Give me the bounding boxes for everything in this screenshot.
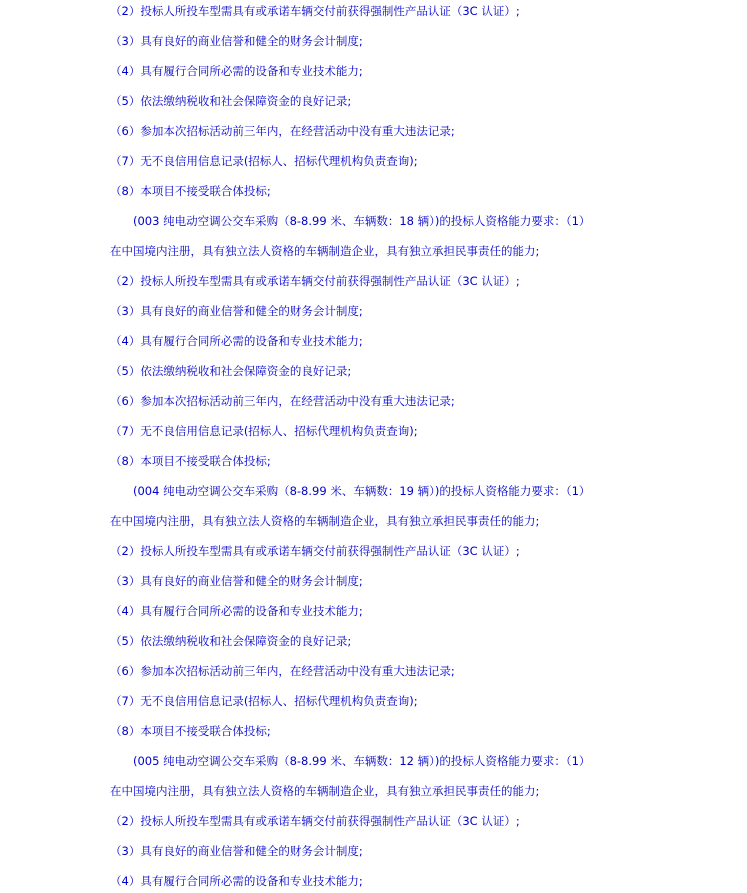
- text-line: （2）投标人所投车型需具有或承诺车辆交付前获得强制性产品认证（3C 认证）;: [110, 814, 520, 828]
- text-line: （2）投标人所投车型需具有或承诺车辆交付前获得强制性产品认证（3C 认证）;: [110, 274, 520, 288]
- text-line: （8）本项目不接受联合体投标;: [110, 184, 271, 198]
- text-line: （2）投标人所投车型需具有或承诺车辆交付前获得强制性产品认证（3C 认证）;: [110, 4, 520, 18]
- text-line: （3）具有良好的商业信誉和健全的财务会计制度;: [110, 304, 363, 318]
- text-line: （7）无不良信用信息记录(招标人、招标代理机构负责查询);: [110, 154, 418, 168]
- section-heading-004: (004 纯电动空调公交车采购（8-8.99 米、车辆数：19 辆）)的投标人资格能力要求：（1）: [133, 484, 591, 498]
- text-line: （4）具有履行合同所必需的设备和专业技术能力;: [110, 604, 363, 618]
- text-line: （8）本项目不接受联合体投标;: [110, 724, 271, 738]
- text-line: （7）无不良信用信息记录(招标人、招标代理机构负责查询);: [110, 424, 418, 438]
- text-line: （3）具有良好的商业信誉和健全的财务会计制度;: [110, 844, 363, 858]
- text-line: （6）参加本次招标活动前三年内，在经营活动中没有重大违法记录;: [110, 664, 455, 678]
- text-line: 在中国境内注册，具有独立法人资格的车辆制造企业，具有独立承担民事责任的能力;: [110, 244, 540, 258]
- text-line: 在中国境内注册，具有独立法人资格的车辆制造企业，具有独立承担民事责任的能力;: [110, 514, 540, 528]
- text-line: （5）依法缴纳税收和社会保障资金的良好记录;: [110, 364, 352, 378]
- text-line: （2）投标人所投车型需具有或承诺车辆交付前获得强制性产品认证（3C 认证）;: [110, 544, 520, 558]
- section-heading-003: (003 纯电动空调公交车采购（8-8.99 米、车辆数：18 辆）)的投标人资格能力要求：（1）: [133, 214, 591, 228]
- text-line: （4）具有履行合同所必需的设备和专业技术能力;: [110, 334, 363, 348]
- text-line: （5）依法缴纳税收和社会保障资金的良好记录;: [110, 634, 352, 648]
- text-line: （6）参加本次招标活动前三年内，在经营活动中没有重大违法记录;: [110, 394, 455, 408]
- text-line: （7）无不良信用信息记录(招标人、招标代理机构负责查询);: [110, 694, 418, 708]
- text-line: 在中国境内注册，具有独立法人资格的车辆制造企业，具有独立承担民事责任的能力;: [110, 784, 540, 798]
- text-line: （5）依法缴纳税收和社会保障资金的良好记录;: [110, 94, 352, 108]
- text-line: （3）具有良好的商业信誉和健全的财务会计制度;: [110, 34, 363, 48]
- text-line: （8）本项目不接受联合体投标;: [110, 454, 271, 468]
- text-line: （6）参加本次招标活动前三年内，在经营活动中没有重大违法记录;: [110, 124, 455, 138]
- text-line: （4）具有履行合同所必需的设备和专业技术能力;: [110, 874, 363, 888]
- section-heading-005: (005 纯电动空调公交车采购（8-8.99 米、车辆数：12 辆）)的投标人资格能力要求：（1）: [133, 754, 591, 768]
- text-line: （4）具有履行合同所必需的设备和专业技术能力;: [110, 64, 363, 78]
- text-line: （3）具有良好的商业信誉和健全的财务会计制度;: [110, 574, 363, 588]
